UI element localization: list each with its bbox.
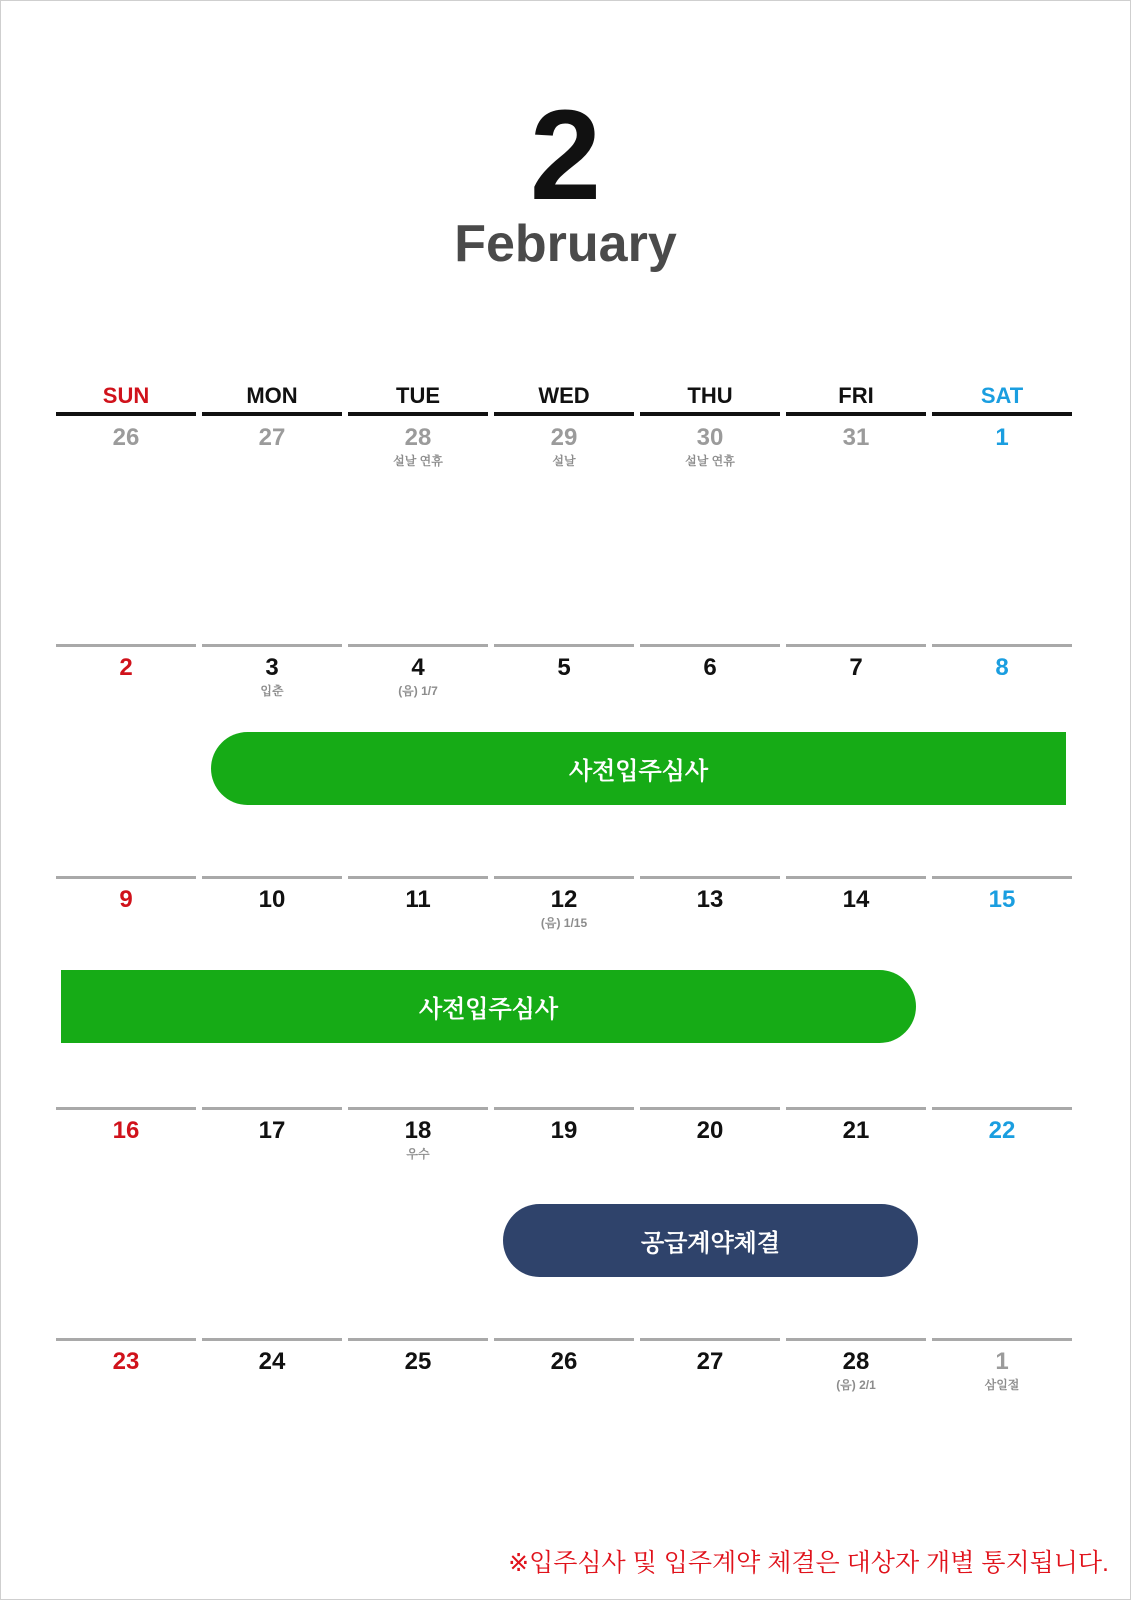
day-number: 1 [995,424,1009,451]
week-divider [494,876,634,879]
day-note: 우수 [406,1147,430,1161]
week-divider [56,876,196,879]
weekday-thu: THU [687,383,733,408]
week-divider [786,1338,926,1341]
day-number: 15 [988,886,1016,913]
day-note: (음) 2/1 [836,1378,876,1392]
week-divider [932,1107,1072,1110]
day-number: 4 [411,654,425,681]
week-divider [640,1107,780,1110]
event-bar[interactable]: 사전입주심사 [61,970,916,1043]
day-number: 10 [258,886,286,913]
event-bar[interactable]: 공급계약체결 [503,1204,918,1277]
day-number: 7 [849,654,863,681]
day-number: 12 [550,886,578,913]
weekday-fri: FRI [838,383,874,408]
week-divider [786,644,926,647]
day-number: 20 [696,1117,724,1144]
weekday-rule [202,412,342,416]
week-divider [56,1338,196,1341]
week-divider [640,876,780,879]
week-divider [202,876,342,879]
day-number: 2 [119,654,133,681]
day-number: 5 [557,654,571,681]
weekday-wed: WED [538,383,590,408]
week-divider [640,1338,780,1341]
week-divider [786,1107,926,1110]
day-number: 24 [258,1348,286,1375]
day-note: 설날 연휴 [393,454,443,468]
event-bar[interactable]: 사전입주심사 [211,732,1066,805]
weekday-sun: SUN [102,383,150,408]
weekday-rule [56,412,196,416]
week-divider [348,1107,488,1110]
day-number: 14 [842,886,870,913]
week-divider [348,1338,488,1341]
day-number: 28 [842,1348,870,1375]
week-divider [786,876,926,879]
week-divider [56,1107,196,1110]
day-number: 22 [988,1117,1016,1144]
day-note: (음) 1/7 [398,684,438,698]
day-note: (음) 1/15 [540,916,588,930]
day-number: 11 [405,886,431,913]
weekday-rule [932,412,1072,416]
day-number: 6 [703,654,717,681]
day-number: 31 [842,424,870,451]
weekday-rule [640,412,780,416]
day-number: 3 [265,654,279,681]
day-number: 19 [550,1117,578,1144]
week-divider [932,1338,1072,1341]
week-divider [202,1338,342,1341]
month-name: February [454,215,677,273]
week-divider [494,1338,634,1341]
week-divider [348,644,488,647]
day-note: 입춘 [260,684,284,698]
day-number: 28 [404,424,432,451]
day-note: 삼일절 [984,1378,1020,1392]
day-number: 27 [696,1348,724,1375]
day-number: 9 [119,886,133,913]
week-divider [494,1107,634,1110]
day-number: 26 [112,424,140,451]
day-number: 1 [995,1348,1009,1375]
day-number: 25 [404,1348,432,1375]
day-note: 설날 연휴 [685,454,735,468]
day-note: 설날 [552,454,576,468]
weekday-rule [494,412,634,416]
day-number: 27 [258,424,286,451]
weekday-sat: SAT [980,383,1024,408]
day-number: 8 [995,654,1009,681]
week-divider [494,644,634,647]
day-number: 21 [842,1117,870,1144]
week-divider [932,644,1072,647]
week-divider [640,644,780,647]
day-number: 23 [112,1348,140,1375]
footnote: ※입주심사 및 입주계약 체결은 대상자 개별 통지됩니다. [508,1549,1109,1577]
day-number: 18 [404,1117,432,1144]
weekday-rule [348,412,488,416]
weekday-mon: MON [246,383,298,408]
day-number: 26 [550,1348,578,1375]
week-divider [202,644,342,647]
weekday-tue: TUE [396,383,440,408]
week-divider [56,644,196,647]
week-divider [348,876,488,879]
day-number: 30 [696,424,724,451]
week-divider [202,1107,342,1110]
day-number: 17 [258,1117,286,1144]
weekday-rule [786,412,926,416]
day-number: 29 [550,424,578,451]
month-number: 2 [529,84,602,227]
day-number: 16 [112,1117,140,1144]
day-number: 13 [696,886,724,913]
week-divider [932,876,1072,879]
